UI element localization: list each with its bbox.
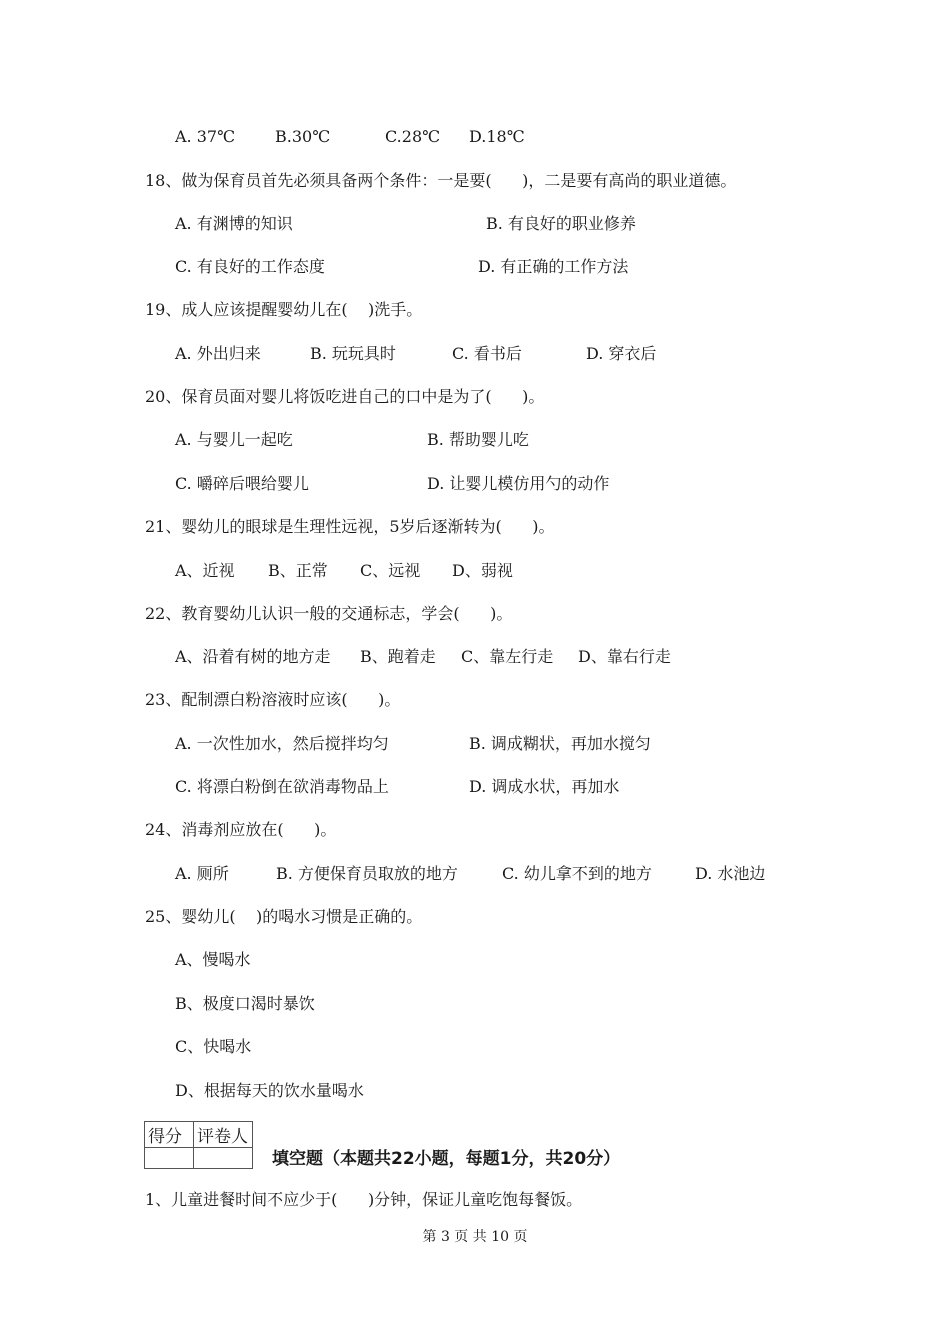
q23-question: 23、配制漂白粉溶液时应该( )。: [145, 690, 401, 709]
q25-option-a: A、慢喝水: [175, 950, 251, 969]
score-cell: [145, 1148, 194, 1169]
q19-option-a: A. 外出归来: [175, 344, 261, 363]
q21-option-d: D、弱视: [452, 561, 513, 580]
q17-option-d: D.18℃: [469, 127, 525, 146]
q21-option-a: A、近视: [175, 561, 235, 580]
grader-label: 评卷人: [194, 1122, 253, 1148]
q22-option-c: C、靠左行走: [461, 647, 554, 666]
q18-option-c: C. 有良好的工作态度: [175, 257, 325, 276]
q23-option-c: C. 将漂白粉倒在欲消毒物品上: [175, 777, 389, 796]
q23-option-b: B. 调成糊状，再加水搅匀: [469, 734, 651, 753]
score-table: [144, 1121, 253, 1169]
q18-option-b: B. 有良好的职业修养: [486, 214, 636, 233]
q23-option-d: D. 调成水状，再加水: [469, 777, 620, 796]
q25-option-c: C、快喝水: [175, 1037, 252, 1056]
q17-option-a: A. 37℃: [175, 127, 235, 146]
q24-option-d: D. 水池边: [695, 864, 766, 883]
q20-option-c: C. 嚼碎后喂给婴儿: [175, 474, 309, 493]
q22-option-a: A、沿着有树的地方走: [175, 647, 331, 666]
q22-option-d: D、靠右行走: [578, 647, 671, 666]
grader-cell: [194, 1148, 253, 1169]
q20-option-b: B. 帮助婴儿吃: [427, 430, 529, 449]
q20-option-a: A. 与婴儿一起吃: [175, 430, 293, 449]
fill-question-1: 1、儿童进餐时间不应少于( )分钟，保证儿童吃饱每餐饭。: [145, 1190, 583, 1209]
q25-option-d: D、根据每天的饮水量喝水: [175, 1081, 364, 1100]
q24-question: 24、消毒剂应放在( )。: [145, 820, 337, 839]
q24-option-a: A. 厕所: [175, 864, 229, 883]
q22-question: 22、教育婴幼儿认识一般的交通标志，学会( )。: [145, 604, 513, 623]
page-footer: 第 3 页 共 10 页: [422, 1229, 528, 1245]
score-label: 得分: [145, 1122, 194, 1148]
q21-option-b: B、正常: [268, 561, 328, 580]
q25-option-b: B、极度口渴时暴饮: [175, 994, 315, 1013]
q25-question: 25、婴幼儿( )的喝水习惯是正确的。: [145, 907, 423, 926]
q23-option-a: A. 一次性加水，然后搅拌均匀: [175, 734, 389, 753]
q19-option-c: C. 看书后: [452, 344, 522, 363]
q22-option-b: B、跑着走: [360, 647, 436, 666]
q19-option-b: B. 玩玩具时: [310, 344, 396, 363]
q21-option-c: C、远视: [360, 561, 421, 580]
q20-option-d: D. 让婴儿模仿用勺的动作: [427, 474, 610, 493]
q18-option-d: D. 有正确的工作方法: [478, 257, 629, 276]
q17-option-c: C.28℃: [385, 127, 441, 146]
q24-option-c: C. 幼儿拿不到的地方: [502, 864, 652, 883]
q18-question: 18、做为保育员首先必须具备两个条件：一是要( )，二是要有高尚的职业道德。: [145, 171, 737, 190]
q20-question: 20、保育员面对婴儿将饭吃进自己的口中是为了( )。: [145, 387, 545, 406]
q17-option-b: B.30℃: [275, 127, 331, 146]
q18-option-a: A. 有渊博的知识: [175, 214, 293, 233]
q19-question: 19、成人应该提醒婴幼儿在( )洗手。: [145, 300, 423, 319]
q19-option-d: D. 穿衣后: [586, 344, 657, 363]
section-title: 填空题（本题共22小题，每题1分，共20分）: [272, 1149, 621, 1169]
q21-question: 21、婴幼儿的眼球是生理性远视，5岁后逐渐转为( )。: [145, 517, 555, 536]
q24-option-b: B. 方便保育员取放的地方: [276, 864, 458, 883]
